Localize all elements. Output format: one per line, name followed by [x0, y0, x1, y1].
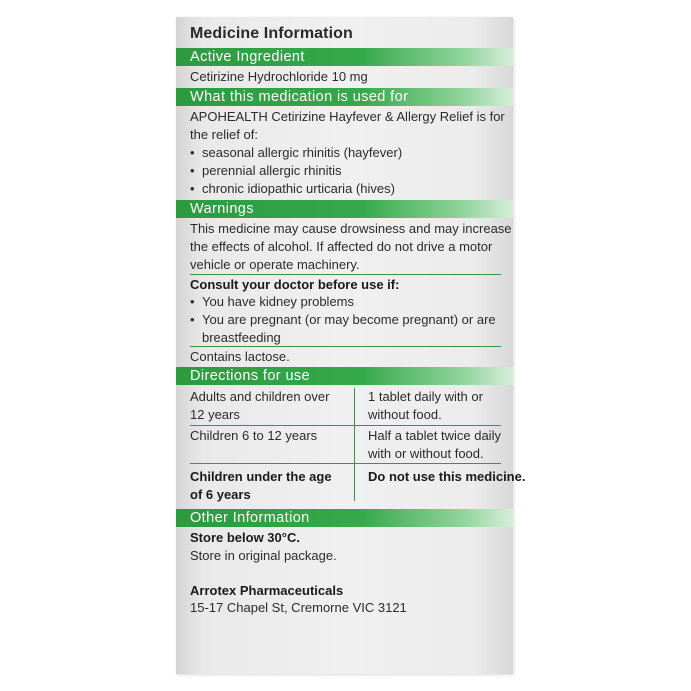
consult-heading: Consult your doctor before use if:: [190, 277, 400, 292]
active-ingredient-text: Cetirizine Hydrochloride 10 mg: [190, 69, 368, 84]
lactose-note: Contains lactose.: [190, 349, 290, 364]
page-title: Medicine Information: [190, 25, 353, 42]
bullet-icon: •: [190, 181, 195, 196]
list-item-text: You are pregnant (or may become pregnant) or are: [202, 312, 496, 327]
used-for-line1: APOHEALTH Cetirizine Hayfever & Allergy Relief is for: [190, 109, 505, 124]
company-name: Arrotex Pharmaceuticals: [190, 583, 344, 598]
list-item: [190, 180, 395, 198]
warnings-line3: vehicle or operate machinery.: [190, 257, 360, 272]
table-cell-who: 12 years: [190, 407, 240, 422]
warnings-line1: This medicine may cause drowsiness and may increase: [190, 221, 512, 236]
table-cell-dose: Do not use this medicine.: [368, 469, 526, 484]
list-item-text: chronic idiopathic urticaria (hives): [202, 181, 395, 196]
storage-temp: Store below 30°C.: [190, 530, 300, 545]
directions-heading: Directions for use: [176, 367, 513, 385]
list-item-continuation: breastfeeding: [202, 330, 281, 345]
list-item-text: You have kidney problems: [202, 294, 355, 309]
warnings-heading: Warnings: [176, 200, 513, 218]
bullet-icon: •: [190, 312, 195, 327]
used-for-line2: the relief of:: [190, 127, 258, 142]
medicine-info-panel: [176, 17, 526, 674]
list-item: [190, 293, 354, 311]
table-cell-who: Children under the age: [190, 469, 332, 484]
table-cell-who: Children 6 to 12 years: [190, 428, 318, 443]
bullet-icon: •: [190, 294, 195, 309]
list-item: [190, 144, 402, 162]
divider: [190, 274, 501, 275]
table-cell-dose: without food.: [368, 407, 442, 422]
list-item: [190, 162, 341, 180]
warnings-line2: the effects of alcohol. If affected do not drive a motor: [190, 239, 493, 254]
divider: [190, 346, 501, 347]
used-for-heading: What this medication is used for: [176, 88, 513, 106]
table-cell-dose: 1 tablet daily with or: [368, 389, 483, 404]
table-cell-dose: with or without food.: [368, 446, 484, 461]
list-item-text: seasonal allergic rhinitis (hayfever): [202, 145, 403, 160]
storage-package: Store in original package.: [190, 548, 337, 563]
bullet-icon: •: [190, 145, 195, 160]
table-cell-who: of 6 years: [190, 487, 251, 502]
bullet-icon: •: [190, 163, 195, 178]
table-column-divider: [354, 388, 355, 501]
table-cell-who: Adults and children over: [190, 389, 330, 404]
other-info-heading: Other Information: [176, 509, 513, 527]
company-address: 15-17 Chapel St, Cremorne VIC 3121: [190, 600, 407, 615]
active-ingredient-heading: Active Ingredient: [176, 48, 513, 66]
table-row-divider: [190, 463, 501, 464]
table-row-divider: [190, 425, 501, 426]
list-item-text: perennial allergic rhinitis: [202, 163, 342, 178]
table-cell-dose: Half a tablet twice daily: [368, 428, 501, 443]
list-item: [190, 311, 496, 329]
